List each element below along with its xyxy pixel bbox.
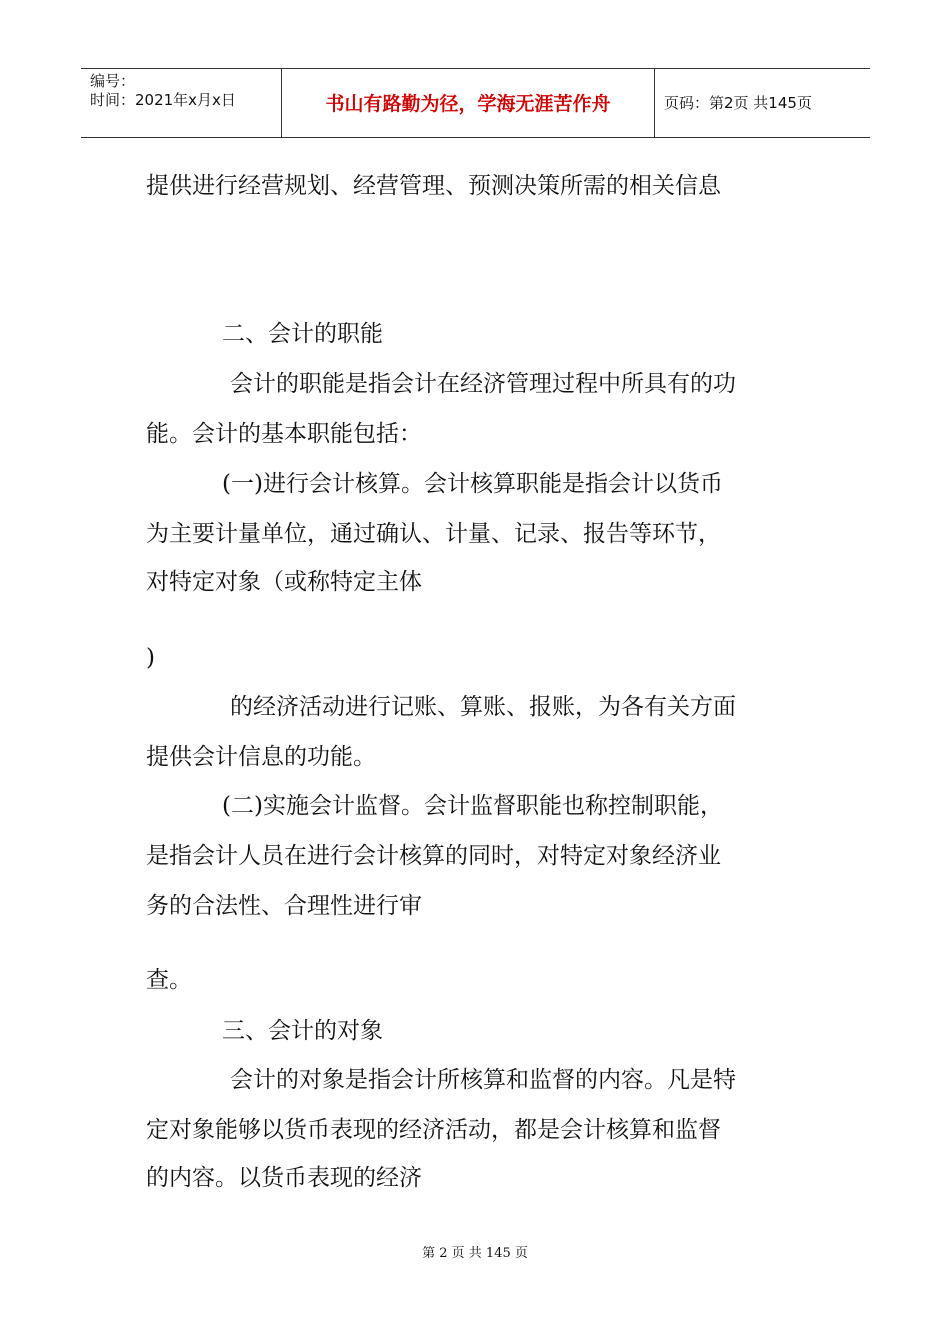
section-heading: 三、会计的对象 bbox=[222, 1018, 383, 1044]
document-number-label: 编号： bbox=[90, 72, 136, 90]
paragraph-line: 能。会计的基本职能包括： bbox=[146, 421, 422, 447]
page-header bbox=[81, 68, 870, 138]
paragraph-line: 的内容。以货币表现的经济 bbox=[146, 1165, 422, 1191]
header-page-info: 页码：第2页 共145页 bbox=[664, 94, 812, 112]
header-motto: 书山有路勤为径，学海无涯苦作舟 bbox=[325, 93, 611, 115]
header-motto-cell bbox=[282, 69, 655, 137]
page-footer: 第 2 页 共 145 页 bbox=[422, 1246, 528, 1261]
paragraph-line: ) bbox=[146, 645, 155, 671]
header-page-cell bbox=[655, 69, 870, 137]
paragraph-line: 务的合法性、合理性进行审 bbox=[146, 893, 422, 919]
section-heading: 二、会计的职能 bbox=[222, 321, 383, 347]
paragraph-line: 的经济活动进行记账、算账、报账，为各有关方面 bbox=[230, 694, 736, 720]
paragraph-line: 是指会计人员在进行会计核算的同时，对特定对象经济业 bbox=[146, 843, 721, 869]
paragraph-line: 会计的对象是指会计所核算和监督的内容。凡是特 bbox=[230, 1067, 736, 1093]
paragraph-line: (一)进行会计核算。会计核算职能是指会计以货币 bbox=[222, 471, 723, 497]
paragraph-line: 为主要计量单位，通过确认、计量、记录、报告等环节， bbox=[146, 521, 721, 547]
paragraph-line: 提供进行经营规划、经营管理、预测决策所需的相关信息 bbox=[146, 173, 721, 199]
paragraph-line: 对特定对象（或称特定主体 bbox=[146, 569, 422, 595]
paragraph-line: 会计的职能是指会计在经济管理过程中所具有的功 bbox=[230, 371, 736, 397]
paragraph-line: 定对象能够以货币表现的经济活动，都是会计核算和监督 bbox=[146, 1117, 721, 1143]
paragraph-line: (二)实施会计监督。会计监督职能也称控制职能， bbox=[222, 793, 723, 819]
paragraph-line: 查。 bbox=[146, 967, 192, 993]
header-meta-cell bbox=[81, 69, 282, 137]
document-time-label: 时间：2021年x月x日 bbox=[90, 91, 236, 109]
paragraph-line: 提供会计信息的功能。 bbox=[146, 744, 376, 770]
